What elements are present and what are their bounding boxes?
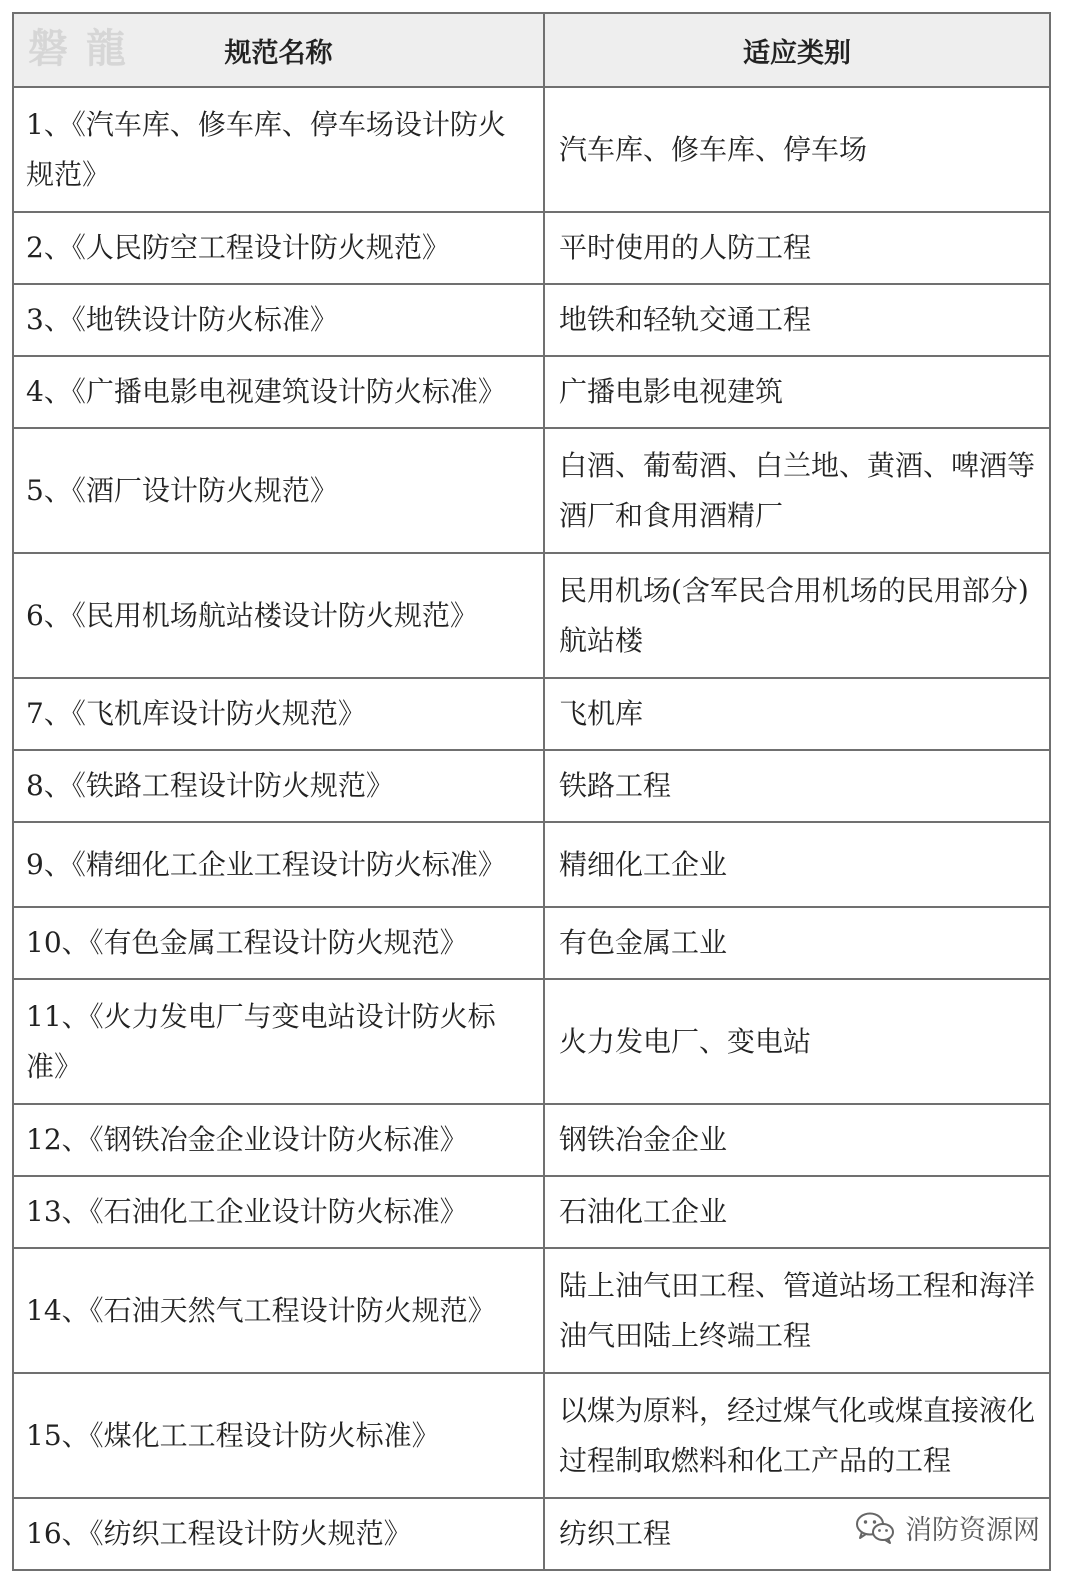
- applicable-category: 石油化工企业: [544, 1176, 1050, 1248]
- applicable-category: 平时使用的人防工程: [544, 212, 1050, 284]
- standard-name: 11、《火力发电厂与变电站设计防火标准》: [13, 979, 544, 1104]
- standards-table-container: [12, 12, 1049, 1571]
- wechat-icon: [855, 1511, 895, 1545]
- applicable-category: 民用机场(含军民合用机场的民用部分)航站楼: [544, 553, 1050, 678]
- standard-name: 10、《有色金属工程设计防火规范》: [13, 907, 544, 979]
- table-row: [13, 212, 1050, 284]
- header-label-name: 规范名称: [224, 37, 333, 69]
- applicable-category: 精细化工企业: [544, 822, 1050, 907]
- standard-name: 4、《广播电影电视建筑设计防火标准》: [13, 356, 544, 428]
- applicable-category: 地铁和轻轨交通工程: [544, 284, 1050, 356]
- applicable-category: 有色金属工业: [544, 907, 1050, 979]
- standard-name: 2、《人民防空工程设计防火规范》: [13, 212, 544, 284]
- table-row: [13, 1176, 1050, 1248]
- applicable-category: 火力发电厂、变电站: [544, 979, 1050, 1104]
- header-cell-name: [13, 13, 544, 87]
- standard-name: 5、《酒厂设计防火规范》: [13, 428, 544, 553]
- standard-name: 8、《铁路工程设计防火规范》: [13, 750, 544, 822]
- table-row: [13, 428, 1050, 553]
- standard-name: 9、《精细化工企业工程设计防火标准》: [13, 822, 544, 907]
- table-row: [13, 979, 1050, 1104]
- applicable-category: 汽车库、修车库、停车场: [544, 87, 1050, 212]
- applicable-category: 铁路工程: [544, 750, 1050, 822]
- applicable-category: 广播电影电视建筑: [544, 356, 1050, 428]
- header-cell-category: [544, 13, 1050, 87]
- table-row: [13, 1373, 1050, 1498]
- table-row: [13, 1104, 1050, 1176]
- table-header-row: [13, 13, 1050, 87]
- standard-name: 15、《煤化工工程设计防火标准》: [13, 1373, 544, 1498]
- standard-name: 14、《石油天然气工程设计防火规范》: [13, 1248, 544, 1373]
- header-label-category: 适应类别: [743, 37, 851, 69]
- standard-name: 7、《飞机库设计防火规范》: [13, 678, 544, 750]
- applicable-category: 陆上油气田工程、管道站场工程和海洋油气田陆上终端工程: [544, 1248, 1050, 1373]
- standard-name: 13、《石油化工企业设计防火标准》: [13, 1176, 544, 1248]
- table-row: [13, 822, 1050, 907]
- standards-table: [12, 12, 1051, 1571]
- standard-name: 12、《钢铁冶金企业设计防火标准》: [13, 1104, 544, 1176]
- standard-name: 1、《汽车库、修车库、停车场设计防火规范》: [13, 87, 544, 212]
- logo-watermark: 磐 龍: [28, 25, 128, 72]
- standard-name: 16、《纺织工程设计防火规范》: [13, 1498, 544, 1570]
- table-row: [13, 678, 1050, 750]
- table-row: [13, 284, 1050, 356]
- table-row: [13, 1248, 1050, 1373]
- standard-name: 3、《地铁设计防火标准》: [13, 284, 544, 356]
- table-row: [13, 553, 1050, 678]
- standard-name: 6、《民用机场航站楼设计防火规范》: [13, 553, 544, 678]
- watermark-text: 消防资源网: [905, 1515, 1040, 1546]
- applicable-category: 纺织工程: [544, 1498, 1050, 1570]
- applicable-category: 飞机库: [544, 678, 1050, 750]
- table-row: [13, 356, 1050, 428]
- applicable-category: 白酒、葡萄酒、白兰地、黄酒、啤酒等酒厂和食用酒精厂: [544, 428, 1050, 553]
- table-row: [13, 907, 1050, 979]
- applicable-category: 钢铁冶金企业: [544, 1104, 1050, 1176]
- table-row: [13, 87, 1050, 212]
- applicable-category: 以煤为原料，经过煤气化或煤直接液化过程制取燃料和化工产品的工程: [544, 1373, 1050, 1498]
- table-row: [13, 750, 1050, 822]
- source-watermark: [855, 1508, 1040, 1547]
